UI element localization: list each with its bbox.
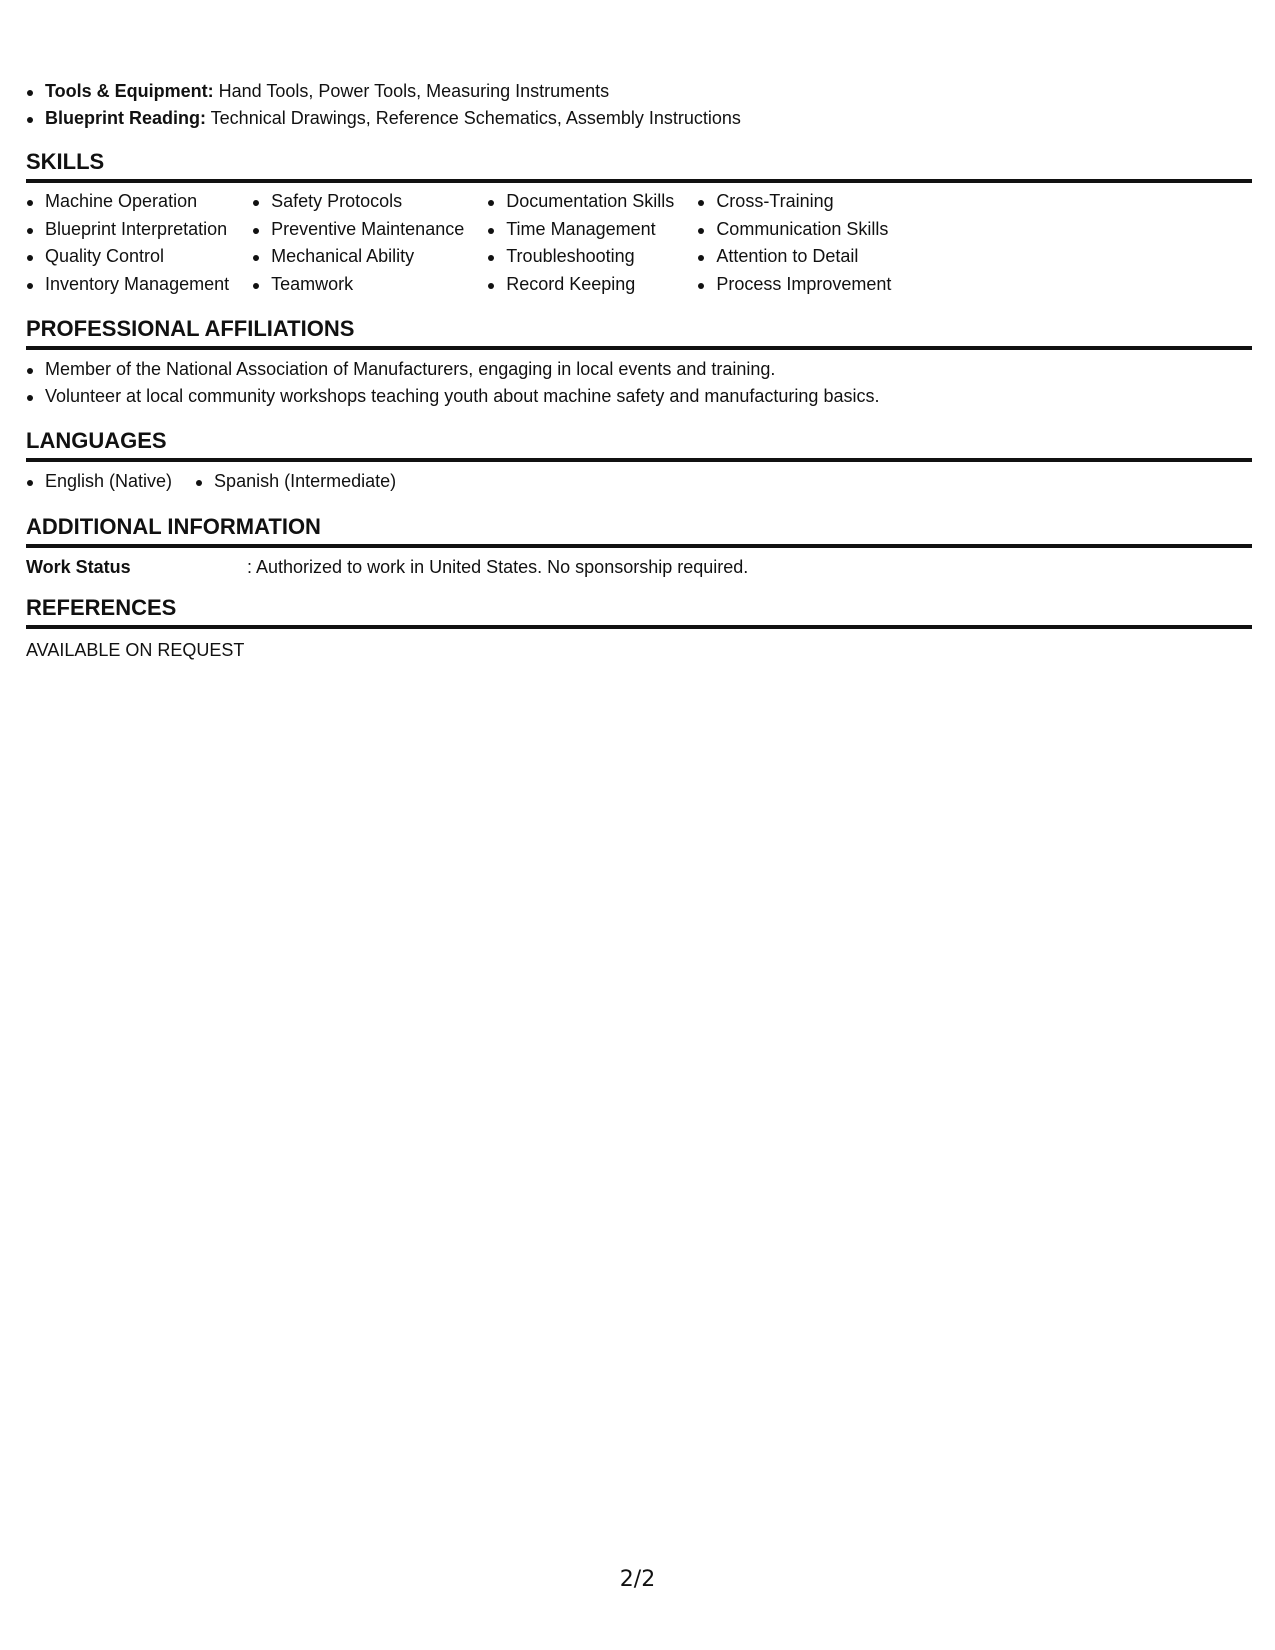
page-number: 2/2 <box>619 1567 656 1592</box>
item-text: Hand Tools, Power Tools, Measuring Instruments <box>213 81 610 101</box>
language-item: Spanish (Intermediate) <box>195 468 396 495</box>
skill-item: Preventive Maintenance <box>252 216 464 244</box>
skill-item: Inventory Management <box>26 271 229 299</box>
languages-list <box>26 468 1252 495</box>
skill-item: Documentation Skills <box>487 188 674 216</box>
skills-heading: SKILLS <box>26 148 1252 183</box>
references-heading: REFERENCES <box>26 594 1252 629</box>
skill-item: Mechanical Ability <box>252 243 464 271</box>
skills-grid <box>26 188 1252 298</box>
additional-info-heading: ADDITIONAL INFORMATION <box>26 513 1252 548</box>
list-item: Member of the National Association of Manufacturers, engaging in local events and training. <box>26 356 1252 383</box>
skill-item: Teamwork <box>252 271 464 299</box>
languages-heading: LANGUAGES <box>26 427 1252 462</box>
info-row <box>26 554 1252 580</box>
affiliations-heading: PROFESSIONAL AFFILIATIONS <box>26 315 1252 350</box>
skills-column <box>26 188 229 298</box>
info-key: Work Status <box>26 557 131 577</box>
skill-item: Safety Protocols <box>252 188 464 216</box>
list-item <box>26 105 1252 132</box>
references-text: AVAILABLE ON REQUEST <box>26 640 245 660</box>
skills-column <box>487 188 674 298</box>
skill-item: Attention to Detail <box>697 243 891 271</box>
language-item: English (Native) <box>26 468 172 495</box>
skill-item: Cross-Training <box>697 188 891 216</box>
list-item: Volunteer at local community workshops teaching youth about machine safety and manufacturing basics. <box>26 383 1252 410</box>
skills-column <box>252 188 464 298</box>
skills-column <box>697 188 891 298</box>
skill-item: Communication Skills <box>697 216 891 244</box>
technical-skills-list <box>26 78 1252 132</box>
skill-item: Time Management <box>487 216 674 244</box>
item-label: Tools & Equipment: <box>45 81 214 101</box>
skill-item: Record Keeping <box>487 271 674 299</box>
list-item <box>26 78 1252 105</box>
skill-item: Blueprint Interpretation <box>26 216 229 244</box>
affiliations-list <box>26 356 1252 410</box>
info-value: : Authorized to work in United States. No sponsorship required. <box>247 557 749 577</box>
skill-item: Quality Control <box>26 243 229 271</box>
skill-item: Machine Operation <box>26 188 229 216</box>
item-text: Technical Drawings, Reference Schematics, Assembly Instructions <box>206 108 741 128</box>
skill-item: Process Improvement <box>697 271 891 299</box>
skill-item: Troubleshooting <box>487 243 674 271</box>
item-label: Blueprint Reading: <box>45 108 206 128</box>
resume-page <box>26 78 1252 663</box>
